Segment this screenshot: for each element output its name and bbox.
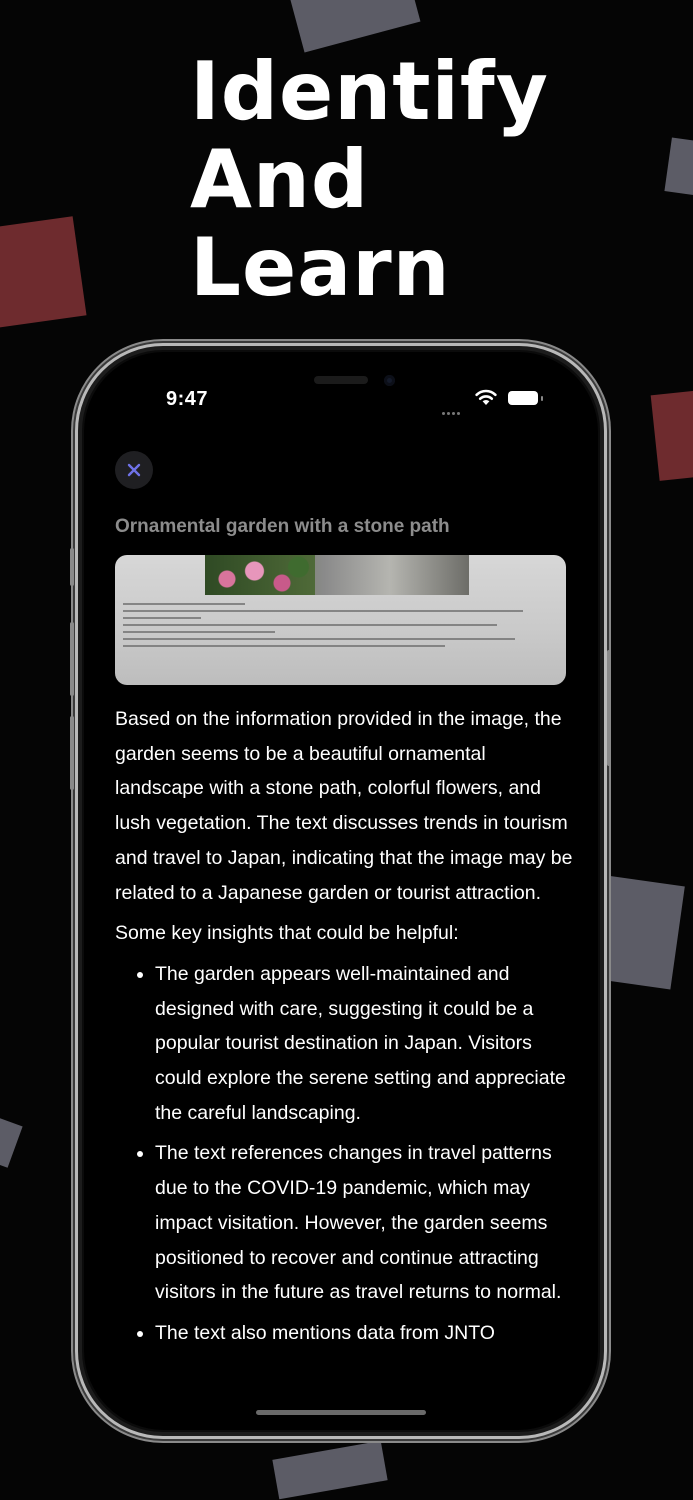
headline-line: Identify [190,45,549,138]
close-icon [127,463,141,477]
insights-list [115,957,575,1351]
signal-dots-icon [442,402,462,420]
list-item: • The text also mentions data from JNTO [155,1316,575,1351]
list-item: • The garden appears well-maintained and designed with care, suggesting it could be a popular tourist destination in Japan. Visitors could explore the serene setting and appreciate the careful landscaping. [155,957,575,1131]
dynamic-island-speaker [314,376,368,384]
result-description [115,702,575,1357]
home-indicator[interactable] [256,1410,426,1415]
close-button[interactable] [115,451,153,489]
battery-cap [541,396,543,401]
background-shape-gray [272,1441,387,1499]
front-camera [384,375,395,386]
phone-screen [84,352,598,1430]
result-paragraph: Based on the information provided in the image, the garden seems to be a beautiful ornamental landscape with a stone path, colorful flowers, and lush vegetation. The text discusses trends in tourism and travel to Japan, indicating that the image may be related to a Japanese garden or tourist attraction. [115,708,573,904]
list-item: • The text references changes in travel patterns due to the COVID-19 pandemic, which may impact visitation. However, the garden seems positioned to recover and continue attracting visitors in the future as travel returns to normal. [155,1136,575,1310]
background-shape-red [651,389,693,481]
phone-volume-up [70,622,74,696]
background-shape-gray [664,137,693,196]
photo-text-lines [123,603,558,652]
scanned-photo [115,555,566,685]
phone-silent-switch [70,548,74,586]
background-shape-red [0,216,87,328]
background-shape-gray [0,1116,23,1168]
battery-icon [508,391,538,405]
wifi-icon [474,388,498,406]
status-time: 9:47 [166,388,209,410]
result-title: Ornamental garden with a stone path [115,516,450,537]
promo-headline [190,45,549,314]
headline-line: Learn [190,221,451,314]
headline-line: And [190,133,370,226]
phone-volume-down [70,716,74,790]
flowers-photo-region [205,555,315,595]
phone-power-button [607,650,611,766]
insights-intro: Some key insights that could be helpful: [115,922,459,945]
